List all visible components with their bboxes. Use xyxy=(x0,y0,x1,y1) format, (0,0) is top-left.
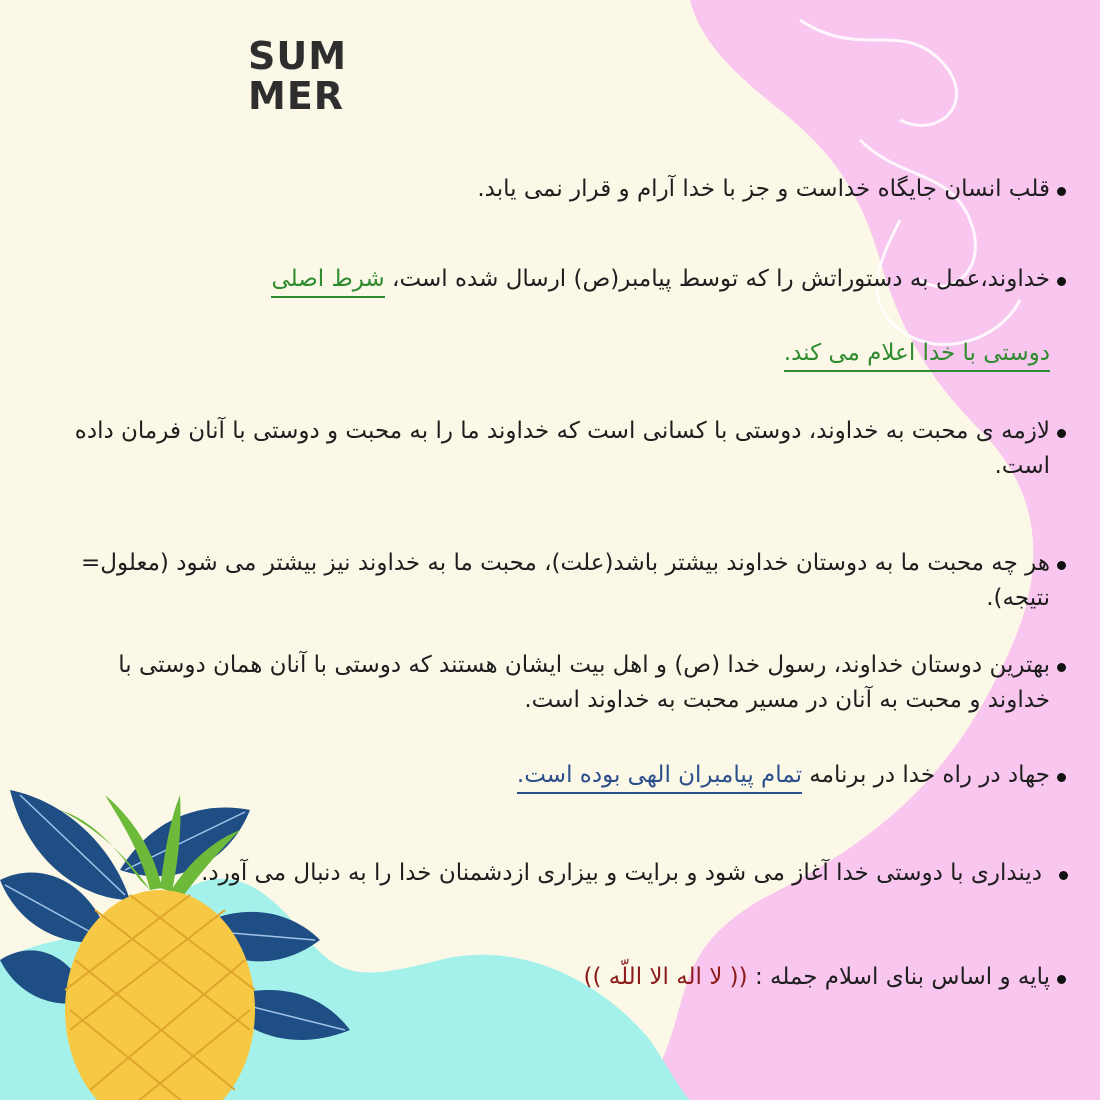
paragraph-2-text: خداوند،عمل به دستوراتش را که توسط پیامبر(ص) ارسال شده است، xyxy=(384,266,1050,292)
highlight-prophets: تمام پیامبران الهی بوده است. xyxy=(517,762,802,794)
bullet-dot xyxy=(1057,277,1066,286)
bullet-dot xyxy=(1057,187,1066,196)
highlight-main-condition: شرط اصلی xyxy=(271,266,384,298)
paragraph-6-text: جهاد در راه خدا در برنامه xyxy=(801,762,1050,788)
bullet-dot xyxy=(1057,773,1066,782)
paragraph-4-text: هر چه محبت ما به دوستان خداوند بیشتر باشد(علت)، محبت ما به خداوند نیز بیشتر می شود (معلول= نتیجه). xyxy=(81,550,1050,611)
paragraph-7-text: دینداری با دوستی خدا آغاز می شود و برایت و بیزاری ازدشمنان خدا را به دنبال می آورد. xyxy=(201,860,1042,886)
paragraph-3 xyxy=(60,414,1050,484)
paragraph-4 xyxy=(60,546,1050,616)
bullet-dot xyxy=(1057,561,1066,570)
bullet-dot xyxy=(1057,975,1066,984)
paragraph-8 xyxy=(430,960,1050,995)
brand-title xyxy=(248,36,347,116)
bullet-dot xyxy=(1057,429,1066,438)
paragraph-7 xyxy=(192,856,1042,891)
paragraph-5 xyxy=(60,648,1050,718)
paragraph-8-text: پایه و اساس بنای اسلام جمله : xyxy=(747,964,1050,990)
bullet-dot xyxy=(1059,871,1068,880)
paragraph-1 xyxy=(330,172,1050,207)
paragraph-6 xyxy=(330,758,1050,793)
paragraph-3-text: لازمه ی محبت به خداوند، دوستی با کسانی است که خداوند ما را به محبت و دوستی با آنان فرمان داده است. xyxy=(74,418,1050,479)
highlight-shahada: (( لا اله الا اللّه )) xyxy=(583,964,748,990)
paragraph-5-text: بهترین دوستان خداوند، رسول خدا (ص) و اهل بیت ایشان هستند که دوستی با آنان همان دوستی با خداوند و محبت به آنان در مسیر محبت به خداوند است. xyxy=(118,652,1050,713)
brand-line-1: SUM xyxy=(248,34,348,78)
paragraph-2 xyxy=(90,262,1050,297)
brand-line-2: MER xyxy=(248,74,345,118)
paragraph-2-continued xyxy=(650,336,1050,371)
paragraph-1-text: قلب انسان جایگاه خداست و جز با خدا آرام و قرار نمی یابد. xyxy=(477,176,1050,202)
bullet-dot xyxy=(1057,663,1066,672)
highlight-friendship: دوستی با خدا اعلام می کند. xyxy=(784,340,1050,372)
